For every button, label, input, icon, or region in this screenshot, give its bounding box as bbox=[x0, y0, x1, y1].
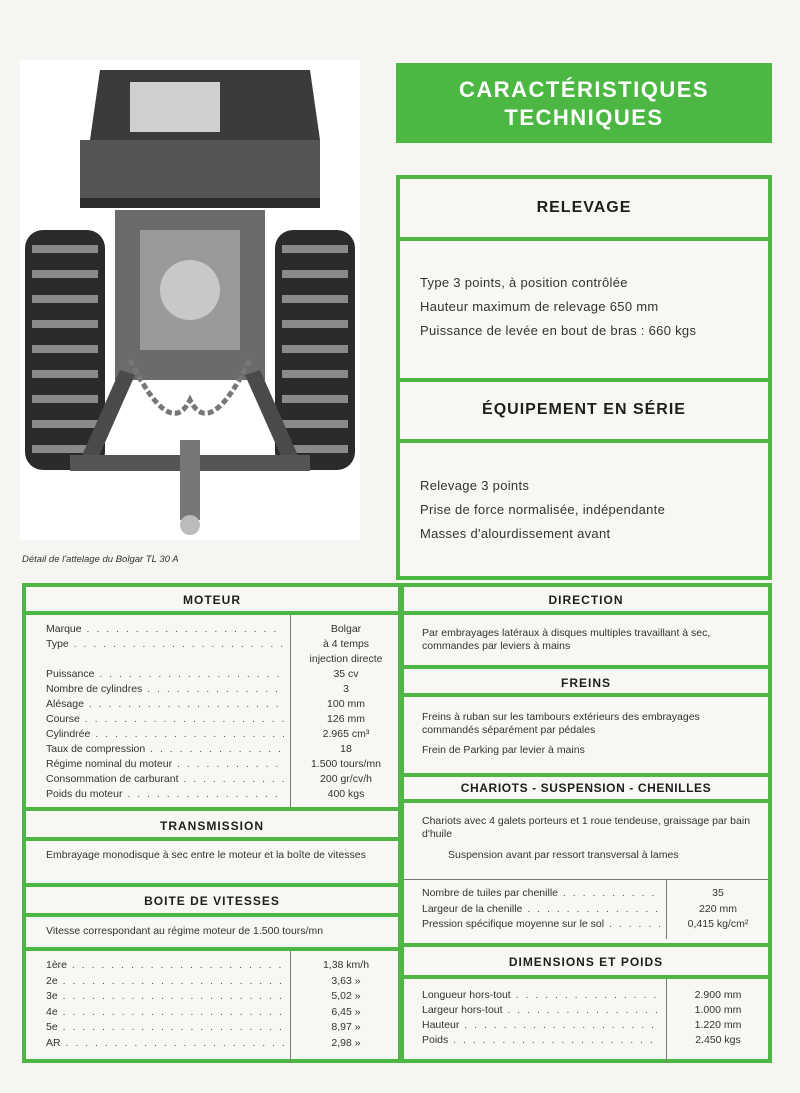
moteur-row bbox=[26, 623, 398, 638]
chariots-value: 35 bbox=[712, 887, 724, 899]
dimensions-table bbox=[404, 989, 768, 1059]
dimensions-label: Longueur hors-tout . . . bbox=[422, 989, 660, 1001]
moteur-label: Poids du moteur . . . bbox=[46, 788, 284, 800]
moteur-value: 35 cv bbox=[333, 668, 359, 680]
left-specs-box bbox=[22, 583, 402, 1063]
moteur-label: Marque . . . bbox=[46, 623, 284, 635]
chariots-label: Nombre de tuiles par chenille . . . bbox=[422, 887, 660, 899]
moteur-row bbox=[26, 698, 398, 713]
chariots-table bbox=[404, 887, 768, 937]
moteur-value: injection directe bbox=[309, 653, 383, 665]
boite-heading: BOITE DE VITESSES bbox=[144, 894, 280, 908]
boite-value: 3,63 » bbox=[331, 974, 361, 987]
equipement-line-1: Relevage 3 points bbox=[420, 478, 530, 493]
dimensions-heading: DIMENSIONS ET POIDS bbox=[508, 955, 664, 969]
moteur-value: 2.965 cm³ bbox=[322, 728, 370, 740]
boite-table bbox=[26, 959, 398, 1059]
dimensions-value: 2.450 kgs bbox=[695, 1034, 741, 1046]
chariots-value: 220 mm bbox=[699, 902, 737, 915]
boite-row bbox=[26, 975, 398, 990]
title-line-2: TECHNIQUES bbox=[504, 105, 664, 130]
moteur-heading: MOTEUR bbox=[183, 593, 241, 607]
relevage-line-2: Hauteur maximum de relevage 650 mm bbox=[420, 299, 659, 314]
boite-label: AR . . . bbox=[46, 1037, 284, 1049]
moteur-value: 3 bbox=[343, 683, 349, 695]
chariots-row bbox=[404, 918, 768, 933]
chariots-text-1: Chariots avec 4 galets porteurs et 1 roue tendeuse, graissage par bain d'huile bbox=[422, 815, 751, 840]
boite-value: 8,97 » bbox=[331, 1021, 361, 1033]
boite-row bbox=[26, 1021, 398, 1036]
moteur-label: Consommation de carburant . . . bbox=[46, 773, 284, 785]
moteur-row bbox=[26, 668, 398, 683]
equipement-line-2: Prise de force normalisée, indépendante bbox=[420, 502, 666, 517]
dimensions-label: Poids . . . bbox=[422, 1034, 660, 1046]
moteur-row bbox=[26, 638, 398, 653]
dimensions-row bbox=[404, 989, 768, 1004]
transmission-heading: TRANSMISSION bbox=[159, 819, 264, 833]
relevage-line-3: Puissance de levée en bout de bras : 660 kgs bbox=[420, 323, 697, 338]
moteur-label: Type . . . bbox=[46, 638, 284, 650]
dimensions-row bbox=[404, 1004, 768, 1019]
moteur-row bbox=[26, 773, 398, 788]
moteur-row bbox=[26, 683, 398, 698]
dimensions-value: 1.220 mm bbox=[694, 1019, 742, 1031]
right-specs-box bbox=[400, 583, 772, 1063]
dimensions-label: Hauteur . . . bbox=[422, 1019, 660, 1031]
chariots-value: 0,415 kg/cm² bbox=[687, 918, 749, 930]
dimensions-label: Largeur hors-tout . . . bbox=[422, 1004, 660, 1016]
boite-value: 1,38 km/h bbox=[322, 959, 370, 971]
boite-label: 3e . . . bbox=[46, 990, 284, 1002]
moteur-row bbox=[26, 758, 398, 773]
moteur-label: Puissance . . . bbox=[46, 668, 284, 680]
moteur-row bbox=[26, 728, 398, 743]
boite-label: 4e . . . bbox=[46, 1006, 284, 1018]
moteur-value: 400 kgs bbox=[327, 788, 365, 800]
moteur-table bbox=[26, 623, 398, 803]
moteur-value: 126 mm bbox=[327, 713, 365, 725]
dimensions-row bbox=[404, 1034, 768, 1049]
freins-text-1: Freins à ruban sur les tambours extérieurs des embrayages commandés séparément par pédales bbox=[422, 711, 700, 736]
boite-label: 1ère . . . bbox=[46, 959, 284, 971]
chariots-heading: CHARIOTS - SUSPENSION - CHENILLES bbox=[460, 781, 712, 795]
title-line-1: CARACTÉRISTIQUES bbox=[458, 77, 710, 102]
title-banner bbox=[396, 63, 772, 143]
photo-caption: Détail de l'attelage du Bolgar TL 30 A bbox=[22, 554, 179, 565]
chariots-row bbox=[404, 903, 768, 918]
moteur-value: 1.500 tours/mn bbox=[310, 758, 382, 770]
moteur-value: à 4 temps bbox=[322, 638, 370, 650]
boite-row bbox=[26, 959, 398, 974]
moteur-value: Bolgar bbox=[330, 623, 362, 635]
moteur-label: Cylindrée . . . bbox=[46, 728, 284, 740]
moteur-value: 200 gr/cv/h bbox=[320, 773, 372, 785]
boite-value: 2,98 » bbox=[331, 1036, 361, 1049]
relevage-heading: RELEVAGE bbox=[536, 199, 632, 216]
boite-row bbox=[26, 1006, 398, 1021]
tractor-hitch-image bbox=[20, 60, 360, 540]
dimensions-value: 2.900 mm bbox=[694, 989, 742, 1001]
moteur-value: 100 mm bbox=[327, 698, 365, 710]
moteur-label: Course . . . bbox=[46, 713, 284, 725]
equipement-line-3: Masses d'alourdissement avant bbox=[420, 526, 611, 541]
relevage-line-1: Type 3 points, à position contrôlée bbox=[420, 275, 628, 290]
freins-text-2: Frein de Parking par levier à mains bbox=[422, 744, 585, 756]
chariots-label: Largeur de la chenille . . . bbox=[422, 903, 660, 915]
dimensions-row bbox=[404, 1019, 768, 1034]
boite-value: 6,45 » bbox=[331, 1005, 361, 1018]
tractor-photo bbox=[20, 60, 360, 540]
transmission-text: Embrayage monodisque à sec entre le moteur et la boîte de vitesses bbox=[46, 849, 366, 861]
moteur-row bbox=[26, 788, 398, 803]
boite-intro: Vitesse correspondant au régime moteur de 1.500 tours/mn bbox=[46, 925, 324, 937]
chariots-label: Pression spécifique moyenne sur le sol . . . bbox=[422, 918, 660, 930]
dimensions-value: 1.000 mm bbox=[694, 1004, 742, 1016]
boite-label: 2e . . . bbox=[46, 975, 284, 987]
boite-value: 5,02 » bbox=[331, 990, 361, 1002]
moteur-label: Nombre de cylindres . . . bbox=[46, 683, 284, 695]
relevage-equipement-box bbox=[396, 175, 772, 580]
direction-heading: DIRECTION bbox=[548, 593, 624, 607]
equipement-heading: ÉQUIPEMENT EN SÉRIE bbox=[482, 401, 686, 418]
chariots-row bbox=[404, 887, 768, 902]
freins-heading: FREINS bbox=[560, 676, 611, 690]
boite-label: 5e . . . bbox=[46, 1021, 284, 1033]
moteur-value: 18 bbox=[340, 743, 352, 755]
chariots-text-2: Suspension avant par ressort transversal à lames bbox=[448, 849, 679, 861]
direction-text: Par embrayages latéraux à disques multiples travaillant à sec, commandes par leviers à mains bbox=[422, 627, 711, 652]
moteur-row bbox=[26, 713, 398, 728]
boite-row bbox=[26, 1037, 398, 1052]
moteur-label: Alésage . . . bbox=[46, 698, 284, 710]
moteur-row bbox=[26, 653, 398, 668]
boite-row bbox=[26, 990, 398, 1005]
moteur-label: Taux de compression . . . bbox=[46, 743, 284, 755]
moteur-label: Régime nominal du moteur . . . bbox=[46, 758, 284, 770]
moteur-row bbox=[26, 743, 398, 758]
